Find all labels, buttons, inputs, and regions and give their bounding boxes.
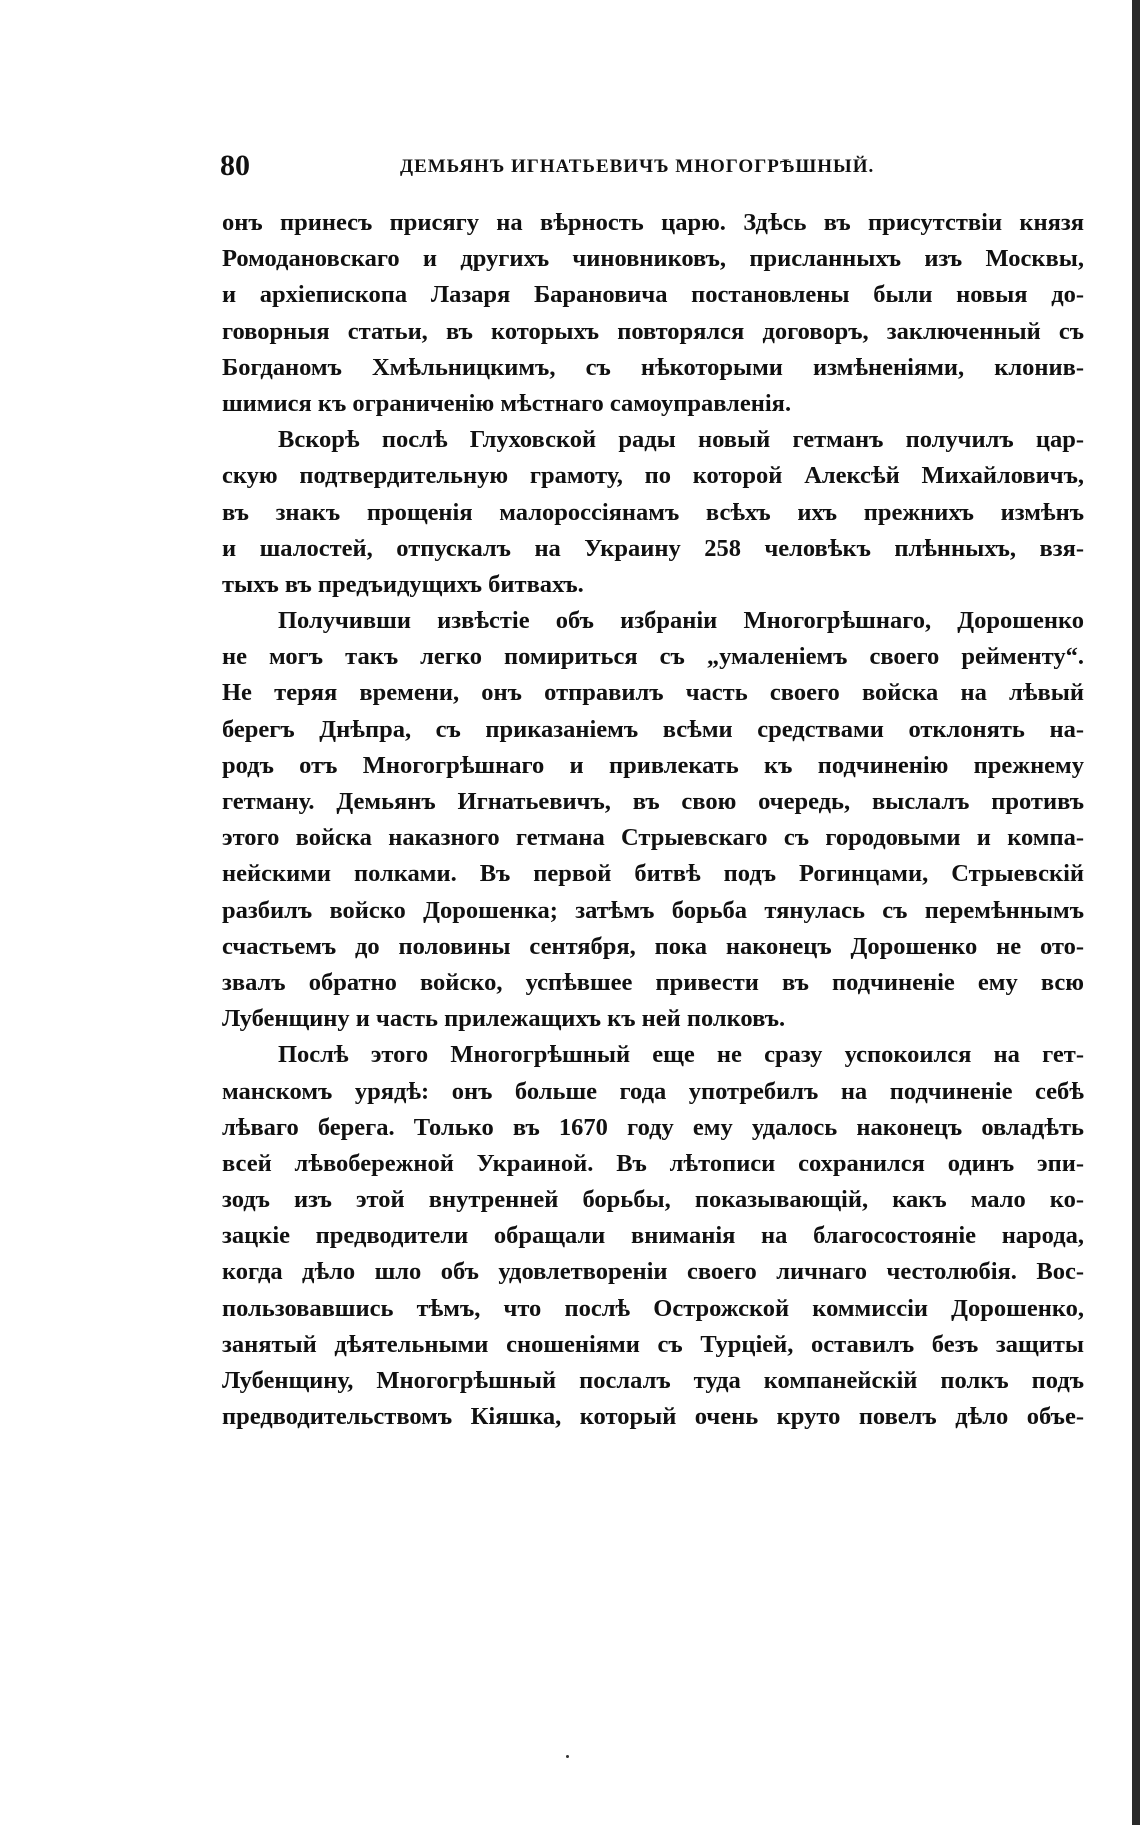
text-line: Ромодановскаго и другихъ чиновниковъ, присланныхъ изъ Москвы, (222, 245, 1084, 273)
text-line: скую подтвердительную грамоту, по которой Алексѣй Михайловичъ, (222, 462, 1084, 490)
text-line: не могъ такъ легко помириться съ „умаленіемъ своего рейменту“. (222, 643, 1084, 671)
text-line: Вскорѣ послѣ Глуховской рады новый гетманъ получилъ цар- (278, 426, 1084, 454)
text-line: Послѣ этого Многогрѣшный еще не сразу успокоился на гет- (278, 1041, 1084, 1069)
text-line: гетману. Демьянъ Игнатьевичъ, въ свою очередь, выслалъ противъ (222, 788, 1084, 815)
text-line: Не теряя времени, онъ отправилъ часть своего войска на лѣвый (222, 679, 1084, 707)
text-line: разбилъ войско Дорошенка; затѣмъ борьба тянулась съ перемѣннымъ (222, 896, 1084, 924)
page-number: 80 (220, 149, 250, 182)
ink-speck (566, 1755, 569, 1758)
text-line: пользовавшись тѣмъ, что послѣ Острожской коммиссіи Дорошенко, (222, 1294, 1084, 1322)
text-line: шимися къ ограниченію мѣстнаго самоуправленія. (222, 389, 792, 417)
text-line: всей лѣвобережной Украиной. Въ лѣтописи сохранился одинъ эпи- (222, 1149, 1084, 1177)
text-line: говорныя статьи, въ которыхъ повторялся договоръ, заключенный съ (222, 317, 1084, 345)
text-line: зацкіе предводители обращали вниманія на благосостояніе народа, (222, 1222, 1084, 1250)
text-line: занятый дѣятельными сношеніями съ Турціей, оставилъ безъ защиты (222, 1330, 1084, 1358)
text-line: зодъ изъ этой внутренней борьбы, показывающій, какъ мало ко- (222, 1186, 1084, 1214)
running-head (220, 146, 1084, 186)
text-line: звалъ обратно войско, успѣвшее привести въ подчиненіе ему всю (222, 968, 1084, 996)
text-line: Лубенщину и часть прилежащихъ къ ней полковъ. (222, 1005, 786, 1033)
text-line: родъ отъ Многогрѣшнаго и привлекать къ подчиненію прежнему (222, 751, 1084, 779)
text-line: когда дѣло шло объ удовлетвореніи своего личнаго честолюбія. Вос- (222, 1258, 1084, 1286)
running-title: ДЕМЬЯНЪ ИГНАТЬЕВИЧЪ МНОГОГРѢШНЫЙ. (400, 156, 875, 177)
text-line: и шалостей, отпускалъ на Украину 258 человѣкъ плѣнныхъ, взя- (222, 534, 1084, 562)
text-line: этого войска наказного гетмана Стрыевскаго съ городовыми и компа- (222, 824, 1084, 852)
text-line: Получивши извѣстіе объ избраніи Многогрѣшнаго, Дорошенко (278, 607, 1084, 635)
text-line: въ знакъ прощенія малороссіянамъ всѣхъ ихъ прежнихъ измѣнъ (222, 498, 1084, 526)
text-line: Лубенщину, Многогрѣшный послалъ туда компанейскій полкъ подъ (222, 1367, 1084, 1394)
text-line: счастьемъ до половины сентября, пока наконецъ Дорошенко не ото- (222, 932, 1084, 960)
text-line: предводительствомъ Кіяшка, который очень круто повелъ дѣло объе- (222, 1403, 1084, 1431)
text-line: тыхъ въ предъидущихъ битвахъ. (222, 570, 584, 598)
text-line: лѣваго берега. Только въ 1670 году ему удалось наконецъ овладѣть (222, 1113, 1084, 1141)
scan-edge (1132, 0, 1140, 1825)
text-line: и архіепископа Лазаря Барановича постановлены были новыя до- (222, 281, 1084, 309)
text-line: онъ принесъ присягу на вѣрность царю. Здѣсь въ присутствіи князя (222, 209, 1084, 236)
text-line: манскомъ урядѣ: онъ больше года употребилъ на подчиненіе себѣ (222, 1077, 1084, 1105)
body-text (222, 205, 1084, 1435)
text-line: нейскими полками. Въ первой битвѣ подъ Рогинцами, Стрыевскій (222, 860, 1084, 888)
text-line: берегъ Днѣпра, съ приказаніемъ всѣми средствами отклонять на- (222, 715, 1084, 743)
text-line: Богданомъ Хмѣльницкимъ, съ нѣкоторыми измѣненіями, клонив- (222, 353, 1084, 381)
